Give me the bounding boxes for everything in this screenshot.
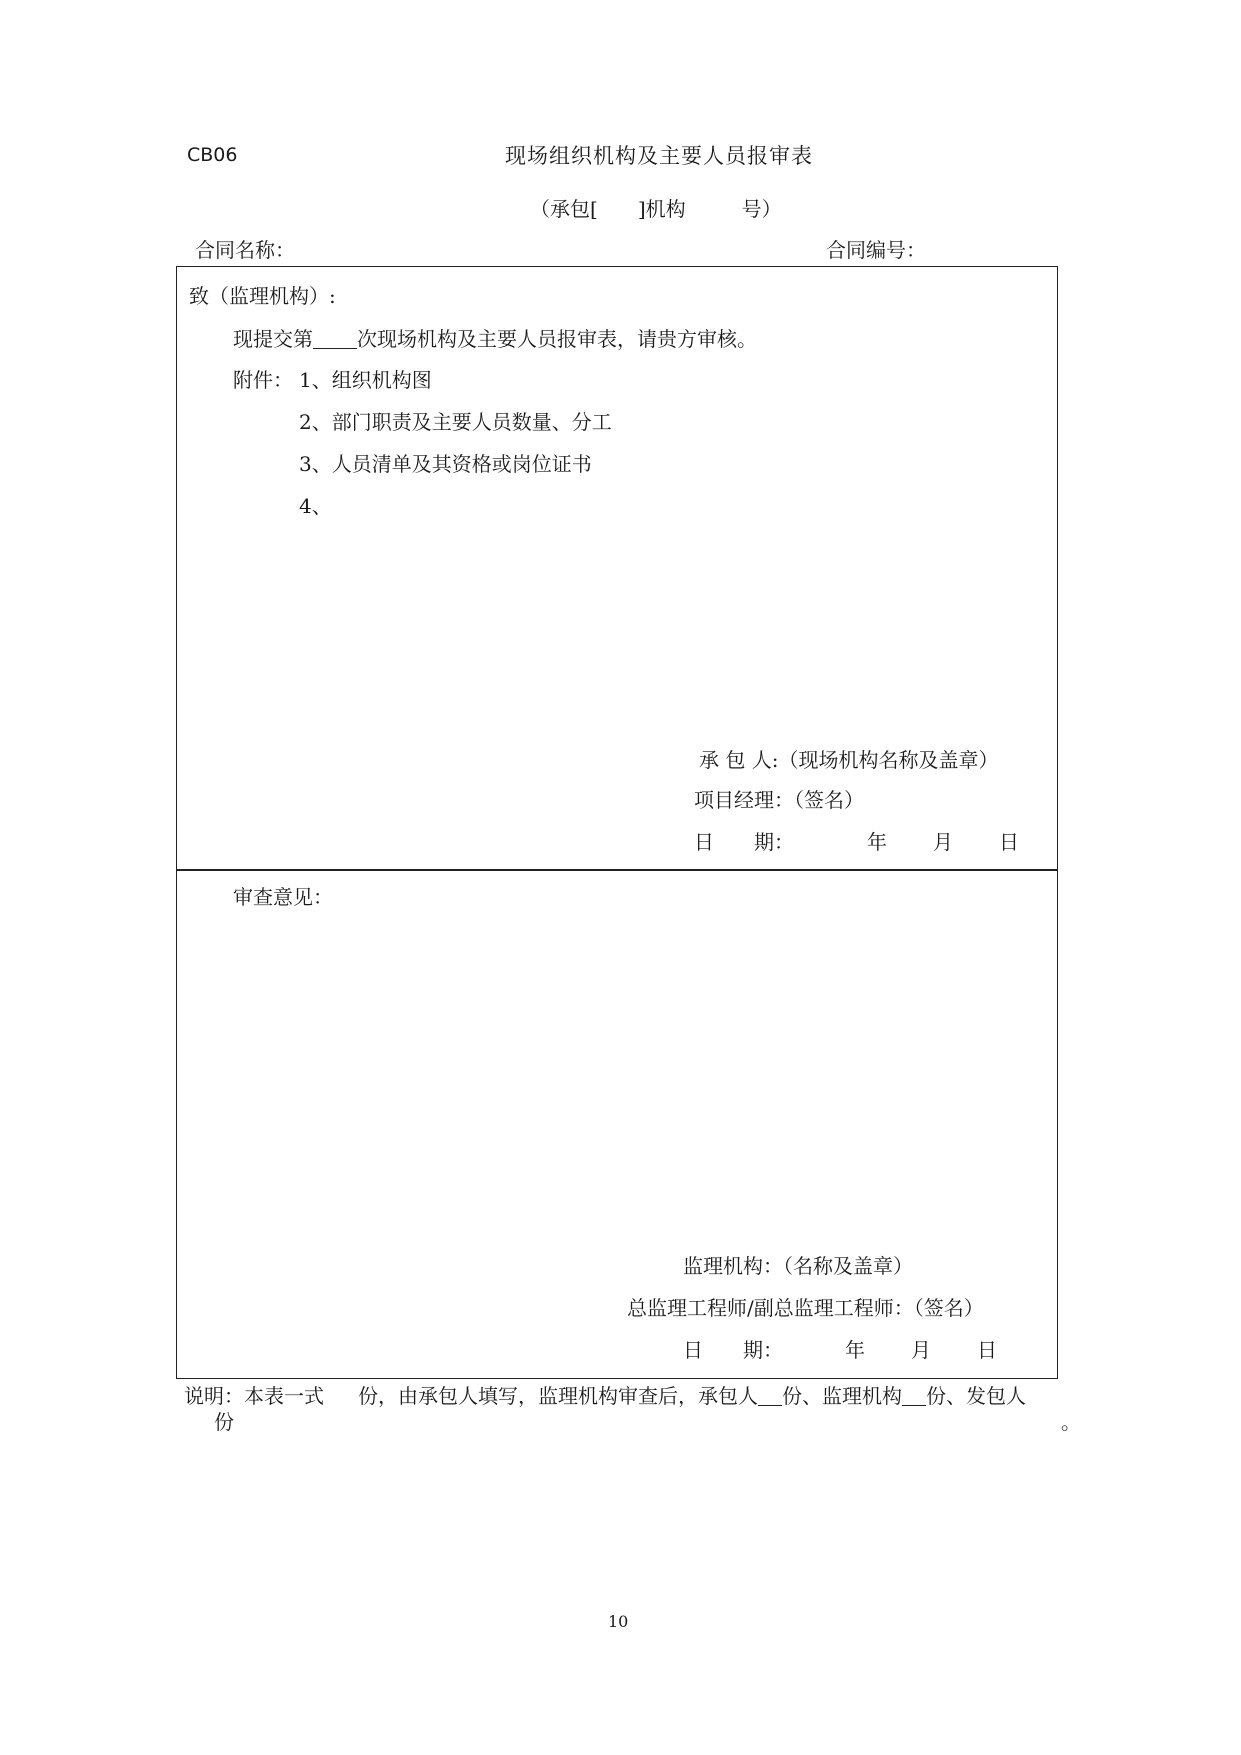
note-part-4: 份、发包人 [926, 1384, 1026, 1408]
review-date-day: 日 [977, 1338, 997, 1362]
attachments-label: 附件： [233, 368, 293, 392]
chief-engineer-value: （签名） [913, 1296, 984, 1320]
review-date-month: 月 [911, 1338, 931, 1362]
submission-date-label: 日 期： [694, 830, 794, 854]
submission-date-day: 日 [999, 830, 1019, 854]
form-subtitle [530, 199, 782, 219]
contract-number-label: 合同编号： [826, 238, 926, 262]
statement-before: 现提交第 [233, 327, 313, 351]
note-part-2: 份，由承包人填写，监理机构审查后，承包人 [358, 1384, 758, 1408]
chief-engineer-label: 总监理工程师/副总监理工程师： [627, 1296, 914, 1320]
review-section [176, 869, 1058, 1379]
subtitle-prefix: （承包[ [530, 197, 598, 221]
review-date-year: 年 [845, 1338, 865, 1362]
submission-count-blank[interactable] [313, 328, 357, 349]
form-code: CB06 [187, 144, 238, 166]
supervisor-label: 监理机构： [683, 1254, 783, 1278]
project-manager-line [694, 790, 864, 810]
review-date-label: 日 期： [683, 1338, 783, 1362]
recipient-line: 致（监理机构）: [189, 284, 336, 308]
supervisor-line [683, 1256, 913, 1276]
submission-date-month: 月 [933, 830, 953, 854]
note-part-1: 说明：本表一式 [184, 1384, 324, 1408]
attachment-item: 4、 [299, 494, 332, 518]
subtitle-mid: ]机构 [637, 197, 686, 221]
supervisor-value: （名称及盖章） [783, 1254, 913, 1278]
project-manager-value: （签名） [794, 788, 864, 812]
submission-date-year: 年 [867, 830, 887, 854]
contract-name-label: 合同名称： [195, 238, 295, 262]
supervisor-copies-blank[interactable] [902, 1385, 926, 1406]
submission-section [176, 266, 1058, 871]
contractor-value: （现场机构名称及盖章） [778, 748, 999, 772]
contractor-label: 承 包 人: [699, 748, 779, 772]
project-manager-label: 项目经理： [694, 788, 794, 812]
page-number: 10 [608, 1612, 629, 1631]
page-title: 现场组织机构及主要人员报审表 [505, 144, 813, 168]
contractor-line [699, 750, 998, 770]
statement-after: 次现场机构及主要人员报审表，请贵方审核。 [357, 327, 757, 351]
submission-statement [233, 328, 757, 349]
subtitle-suffix: 号） [741, 197, 782, 221]
footer-note-line-2: 份 [214, 1410, 234, 1434]
attachment-item: 2、部门职责及主要人员数量、分工 [299, 410, 612, 434]
review-opinion-label: 审查意见： [233, 885, 333, 909]
chief-engineer-line [627, 1298, 984, 1318]
footer-note [184, 1385, 1026, 1406]
attachment-item: 1、组织机构图 [299, 368, 432, 392]
attachment-item: 3、人员清单及其资格或岗位证书 [299, 452, 592, 476]
footer-period: 。 [1061, 1410, 1081, 1434]
contractor-copies-blank[interactable] [758, 1385, 782, 1406]
note-part-3: 份、监理机构 [782, 1384, 902, 1408]
